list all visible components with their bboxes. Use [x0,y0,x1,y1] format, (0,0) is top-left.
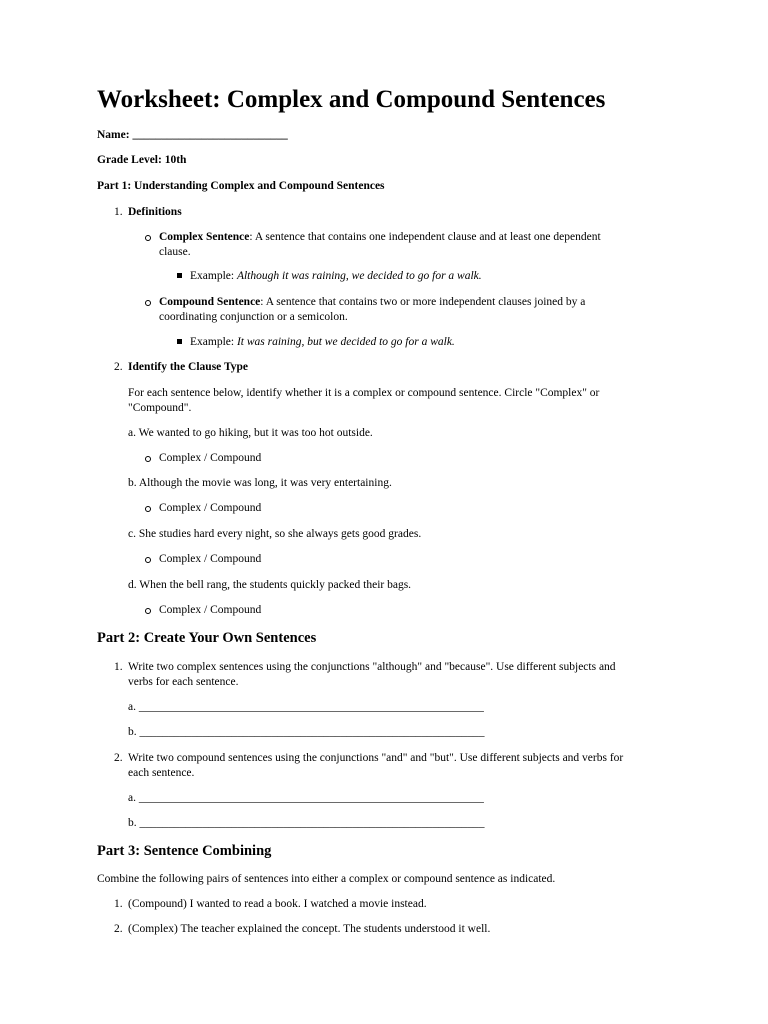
example-label: Example: [190,336,235,348]
compound-def-continued: coordinating conjunction or a semicolon. [159,311,348,323]
grade-level [97,153,186,168]
compound-def-text: : A sentence that contains two or more independent clauses joined by a [260,296,586,308]
name-label: Name: [97,129,130,141]
grade-value: 10th [164,154,187,166]
compound-term: Compound Sentence [159,296,261,308]
part2-item1-number: 1. [114,661,123,673]
instructions-line2: "Compound". [128,402,192,414]
example-label: Example: [190,270,235,282]
square-bullet-icon [177,339,182,344]
answer-blank-a[interactable]: a. ____________________________________________________________ [128,792,484,804]
complex-example [190,269,482,284]
page-title: Worksheet: Complex and Compound Sentences [97,86,606,113]
circle-bullet-icon [145,300,151,306]
part1-item1-number: 1. [114,206,123,218]
choice-a: Complex / Compound [159,452,262,464]
clause-type-heading: Identify the Clause Type [128,361,249,373]
circle-bullet-icon [145,456,151,462]
part3-item2-text: (Complex) The teacher explained the concept. The students understood it well. [128,923,491,935]
square-bullet-icon [177,273,182,278]
complex-def-text: : A sentence that contains one independent clause and at least one dependent [249,231,601,243]
question-b: b. Although the movie was long, it was very entertaining. [128,477,392,489]
part2-item2-line2: each sentence. [128,767,195,779]
question-a: a. We wanted to go hiking, but it was too hot outside. [128,427,373,439]
part2-item2-line1: Write two compound sentences using the conjunctions "and" and "but". Use different subjects and verbs for [128,752,624,764]
answer-blank-a[interactable]: a. ____________________________________________________________ [128,701,484,713]
complex-def-continued: clause. [159,246,191,258]
answer-blank-b[interactable]: b. ____________________________________________________________ [128,817,485,829]
name-field [97,128,288,143]
part3-intro: Combine the following pairs of sentences into either a complex or compound sentence as indicated. [97,873,556,885]
part3-item1-number: 1. [114,898,123,910]
answer-blank-b[interactable]: b. ____________________________________________________________ [128,726,485,738]
instructions-line1: For each sentence below, identify whether it is a complex or compound sentence. Circle "Complex" or [128,387,600,399]
circle-bullet-icon [145,506,151,512]
compound-example [190,335,455,350]
part3-item2-number: 2. [114,923,123,935]
question-c: c. She studies hard every night, so she always gets good grades. [128,528,422,540]
part2-item1-line1: Write two complex sentences using the conjunctions "although" and "because". Use different subjects and [128,661,616,673]
choice-b: Complex / Compound [159,502,262,514]
choice-d: Complex / Compound [159,604,262,616]
choice-c: Complex / Compound [159,553,262,565]
compound-example-text: It was raining, but we decided to go for a walk. [236,336,455,348]
circle-bullet-icon [145,557,151,563]
part1-item2-number: 2. [114,361,123,373]
name-blank: ___________________________ [132,129,288,141]
part2-item1-line2: verbs for each sentence. [128,676,239,688]
complex-term: Complex Sentence [159,231,250,243]
complex-example-text: Although it was raining, we decided to go for a walk. [236,270,482,282]
compound-definition [159,295,585,310]
grade-label: Grade Level: [97,154,162,166]
complex-definition [159,230,601,245]
circle-bullet-icon [145,608,151,614]
part2-heading: Part 2: Create Your Own Sentences [97,630,317,646]
definitions-heading: Definitions [128,206,182,218]
part2-item2-number: 2. [114,752,123,764]
part1-heading: Part 1: Understanding Complex and Compound Sentences [97,180,385,192]
part3-heading: Part 3: Sentence Combining [97,843,272,859]
part3-item1-text: (Compound) I wanted to read a book. I watched a movie instead. [128,898,427,910]
circle-bullet-icon [145,235,151,241]
question-d: d. When the bell rang, the students quickly packed their bags. [128,579,412,591]
